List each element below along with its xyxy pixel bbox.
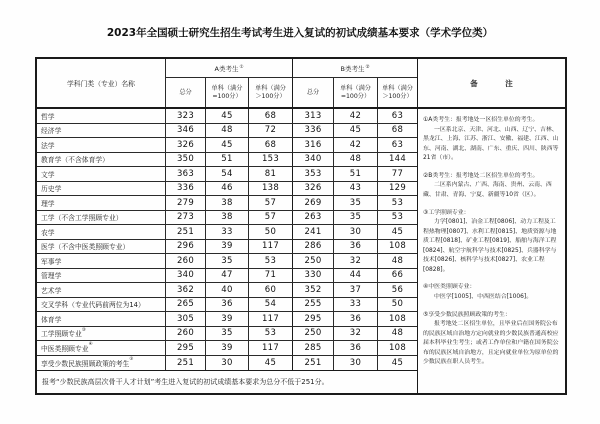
a-single-over-100-score: 53 [249,327,293,341]
table-row [37,283,417,298]
subject-footnote-superscript: ③ [81,327,86,333]
a-total-score: 363 [166,167,206,181]
subject-cell [37,124,166,138]
remarks-panel [418,109,565,393]
footer-note: 报考“少数民族高层次骨干人才计划”考生进入复试的初试成绩基本要求为总分不低于251分。 [37,370,417,393]
b-single-100-score: 32 [334,254,378,268]
a-single-over-100-score: 153 [249,153,293,167]
subject-cell [37,225,166,239]
remark-paragraph: 中医学[1005]、中西医结合[1006]。 [434,294,533,300]
subject-name: 军事学 [41,257,62,266]
subject-name: 中医类照顾专业 [41,344,89,353]
group-b-header [293,59,417,78]
b-single-over-100-score: 63 [391,110,404,121]
remark-paragraph: 力学[0801]、冶金工程[0806]、动力工程及工程热物理[0807]、水利工程[0815]、地质资源与地质工程[0818]、矿业工程[0819]、船舶与海洋工程[0824]、航空宇航科学与技术[0825]、兵器科学与技术[0826]、核科学与技术[0827]、农业工程[0828]。 [423,219,557,273]
subject-cell [37,356,166,371]
a-single-100-score: 54 [206,167,249,181]
a-single-over-100-score: 53 [249,254,293,268]
subject-cell [37,182,166,196]
table-row [37,138,417,153]
b-total-score: 330 [293,269,334,283]
a-single-100-score: 39 [206,341,249,355]
remark-paragraph: 二区系内蒙古、广西、海南、贵州、云南、西藏、甘肃、青海、宁夏、新疆等10省（区）。 [423,182,552,198]
a-single-over-100-score: 117 [249,341,293,355]
a-single-100-score: 48 [206,124,249,138]
b-single-100-score: 36 [334,240,378,254]
a-total-score: 279 [166,196,206,210]
table-row [37,153,417,168]
table-row [37,225,417,240]
subject-footnote-superscript: ④ [88,342,93,347]
b-single-over-100-score: 48 [391,255,404,266]
b-single-100-score: 43 [334,182,378,196]
subject-column-header [37,59,166,107]
b-total-score: 269 [293,196,334,210]
footnote-ref-2: ② [365,64,370,70]
subject-cell [37,298,166,312]
b-single-over-100-score: 108 [388,241,407,252]
a-single-over-100-score: 68 [249,138,293,152]
b-total-score: 250 [293,254,334,268]
a-single-over-100-score: 50 [249,225,293,239]
a-total-score: 260 [166,254,206,268]
a-total-score: 323 [166,109,206,123]
footnote-ref-1: ① [239,64,244,70]
a-single-over-100-score: 117 [249,240,293,254]
table-row [37,312,417,327]
table-row [37,109,417,124]
b-single-100-score: 44 [334,269,378,283]
a-total-score: 336 [166,182,206,196]
subject-cell [37,153,166,167]
a-single-over-100-score: 117 [249,312,293,326]
subject-name: 文学 [41,170,55,179]
a-single-100-score: 40 [206,283,249,297]
b-single-100-header: 单科（满分 =100分） [334,78,378,107]
b-total-score: 241 [293,225,334,239]
subject-cell [37,312,166,326]
b-single-over-100-score: 108 [388,313,407,324]
subject-cell [37,283,166,297]
subject-name: 理学 [41,199,55,208]
a-single-over-100-score: 71 [249,269,293,283]
a-total-score: 251 [166,356,206,371]
table-row [37,240,417,255]
a-single-over-100-score: 60 [249,283,293,297]
b-total-score: 263 [293,211,334,225]
a-single-over-100-score: 138 [249,182,293,196]
b-total-score: 316 [293,138,334,152]
a-total-score: 305 [166,312,206,326]
a-single-100-score: 36 [206,298,249,312]
group-a-header [166,59,293,78]
table-row [37,327,417,342]
a-single-100-score: 38 [206,211,249,225]
b-total-score: 255 [293,298,334,312]
a-single-100-score: 51 [206,153,249,167]
b-single-100-score: 37 [334,283,378,297]
subject-name: 历史学 [41,185,62,194]
subject-name: 哲学 [41,112,55,121]
subject-cell [37,269,166,283]
b-total-score: 336 [293,124,334,138]
b-single-over-100-score: 108 [388,342,407,353]
b-single-100-score: 36 [334,341,378,355]
a-total-score: 260 [166,327,206,341]
subject-cell [37,240,166,254]
table-row [37,269,417,284]
b-single-over-100-score: 66 [391,270,404,281]
remark-paragraph: ②B类考生：报考地处二区招生单位的考生。 [423,172,539,179]
b-single-100-score: 48 [334,153,378,167]
b-single-100-score: 33 [334,298,378,312]
table-row [37,341,417,356]
remarks-column [418,59,565,393]
a-total-score: 362 [166,283,206,297]
subject-name: 享受少数民族照顾政策的考生 [41,359,130,368]
a-single-over-100-score: 72 [249,124,293,138]
b-single-over-100-score: 63 [391,139,404,150]
a-single-100-score: 47 [206,269,249,283]
a-total-score: 340 [166,269,206,283]
subject-name: 医学（不含中医类照顾专业） [41,243,130,252]
subject-cell [37,196,166,210]
a-total-score: 346 [166,124,206,138]
b-single-over-100-score: 53 [391,212,404,223]
subject-name: 法学 [41,141,55,150]
b-total-score: 352 [293,283,334,297]
subject-cell [37,327,166,341]
b-single-100-score: 30 [334,356,378,371]
b-single-over-100-score: 56 [391,284,404,295]
remark-paragraph: ⑤享受少数民族照顾政策的考生： [423,311,511,318]
a-single-over-100-score: 45 [249,356,293,371]
subject-name: 管理学 [41,272,62,281]
a-single-100-score: 35 [206,254,249,268]
remarks-header: 备 注 [418,59,565,109]
b-single-100-score: 36 [334,312,378,326]
a-single-100-header: 单科（满分 =100分） [206,78,249,107]
subject-name: 农学 [41,228,55,237]
b-single-100-score: 30 [334,225,378,239]
a-single-over-100-score: 81 [249,167,293,181]
b-single-over-100-header: 单科（满分 ＞100分） [382,84,413,100]
page-title: 2023年全国硕士研究生招生考试考生进入复试的初试成绩基本要求（学术学位类） [106,27,494,39]
subject-cell [37,109,166,123]
b-single-over-100-score: 77 [391,168,404,179]
b-single-100-score: 42 [334,138,378,152]
remark-paragraph: ③工学照顾专业： [423,209,470,216]
subject-name: 交叉学科（专业代码前两位为14） [41,301,145,310]
b-total-score: 340 [293,153,334,167]
a-single-over-100-score: 68 [249,109,293,123]
a-total-score: 296 [166,240,206,254]
b-total-score: 250 [293,327,334,341]
b-single-over-100-score: 48 [391,328,404,339]
a-single-100-score: 39 [206,240,249,254]
b-single-100-score: 35 [334,196,378,210]
table-header [37,59,417,109]
b-total-score: 251 [293,356,334,371]
subject-cell [37,138,166,152]
b-single-over-100-score: 129 [388,183,407,194]
b-single-100-score: 42 [334,109,378,123]
a-total-score: 265 [166,298,206,312]
a-single-100-score: 45 [206,109,249,123]
group-b-label: B类考生 [340,64,365,73]
b-total-score: 295 [293,312,334,326]
table-row [37,167,417,182]
table-row [37,254,417,269]
a-single-over-100-score: 57 [249,196,293,210]
table-row [37,196,417,211]
a-single-100-score: 35 [206,327,249,341]
b-total-header: 总分 [293,78,334,107]
b-total-score: 286 [293,240,334,254]
subject-name: 经济学 [41,127,62,136]
b-single-over-100-score: 45 [391,226,404,237]
table-row [37,211,417,226]
remark-paragraph: ①A类考生：报考地处一区招生单位的考生。 [423,117,539,123]
subject-name: 教育学（不含体育学） [41,156,109,165]
a-single-over-100-score: 57 [249,211,293,225]
a-total-header: 总分 [166,78,206,107]
remark-paragraph: 一区系北京、天津、河北、山西、辽宁、吉林、黑龙江、上海、江苏、浙江、安徽、福建、江西、山东、河南、湖北、湖南、广东、重庆、四川、陕西等21省（市）。 [423,126,559,162]
subject-name: 体育学 [41,315,62,324]
b-single-over-100-score: 50 [391,299,404,310]
score-table [35,57,567,395]
table-row [37,182,417,197]
b-single-over-100-score: 68 [391,125,404,136]
b-single-100-score: 35 [334,211,378,225]
a-total-score: 251 [166,225,206,239]
a-total-score: 326 [166,138,206,152]
a-single-over-100-header: 单科（满分 ＞100分） [249,78,293,107]
b-single-100-score: 51 [334,167,378,181]
a-total-score: 295 [166,341,206,355]
group-a-label: A类考生 [214,64,239,73]
remark-paragraph: ④中医类照顾专业： [423,284,476,291]
a-total-score: 273 [166,211,206,225]
b-single-over-100-score: 45 [391,357,404,368]
subject-cell [37,211,166,225]
remark-paragraph: 报考地处二区招生单位，且毕业后在国务院公布的民族区域自治地方定向就业的少数民族普通高校应届本科毕业生考生；或者工作单位和户籍在国务院公布的民族区域自治地方，且定向就业单位为原单位的少数民族在职人员考生。 [423,321,559,366]
a-single-100-score: 30 [206,356,249,371]
a-single-100-score: 45 [206,138,249,152]
a-total-score: 350 [166,153,206,167]
subject-cell [37,254,166,268]
b-single-over-100-score: 53 [391,197,404,208]
table-body [37,109,417,370]
b-single-100-score: 45 [334,124,378,138]
b-total-score: 313 [293,109,334,123]
table-row [37,124,417,139]
a-single-100-score: 39 [206,312,249,326]
b-total-score: 353 [293,167,334,181]
subject-name: 艺术学 [41,286,62,295]
a-single-over-100-score: 54 [249,298,293,312]
a-single-100-score: 46 [206,182,249,196]
subject-cell [37,341,166,355]
a-single-100-score: 33 [206,225,249,239]
subject-footnote-superscript: ⑤ [129,356,134,362]
b-single-100-score: 32 [334,327,378,341]
b-total-score: 326 [293,182,334,196]
subject-column-header-label: 学科门类（专业）名称 [67,80,135,88]
subject-name: 工学（不含工学照顾专业） [41,214,123,223]
table-row [37,356,417,371]
a-single-100-score: 38 [206,196,249,210]
b-single-over-100-score: 144 [388,154,407,165]
table-row [37,298,417,313]
score-columns-section [37,59,418,393]
subject-name: 工学照顾专业 [41,330,82,339]
b-total-score: 285 [293,341,334,355]
subject-cell [37,167,166,181]
